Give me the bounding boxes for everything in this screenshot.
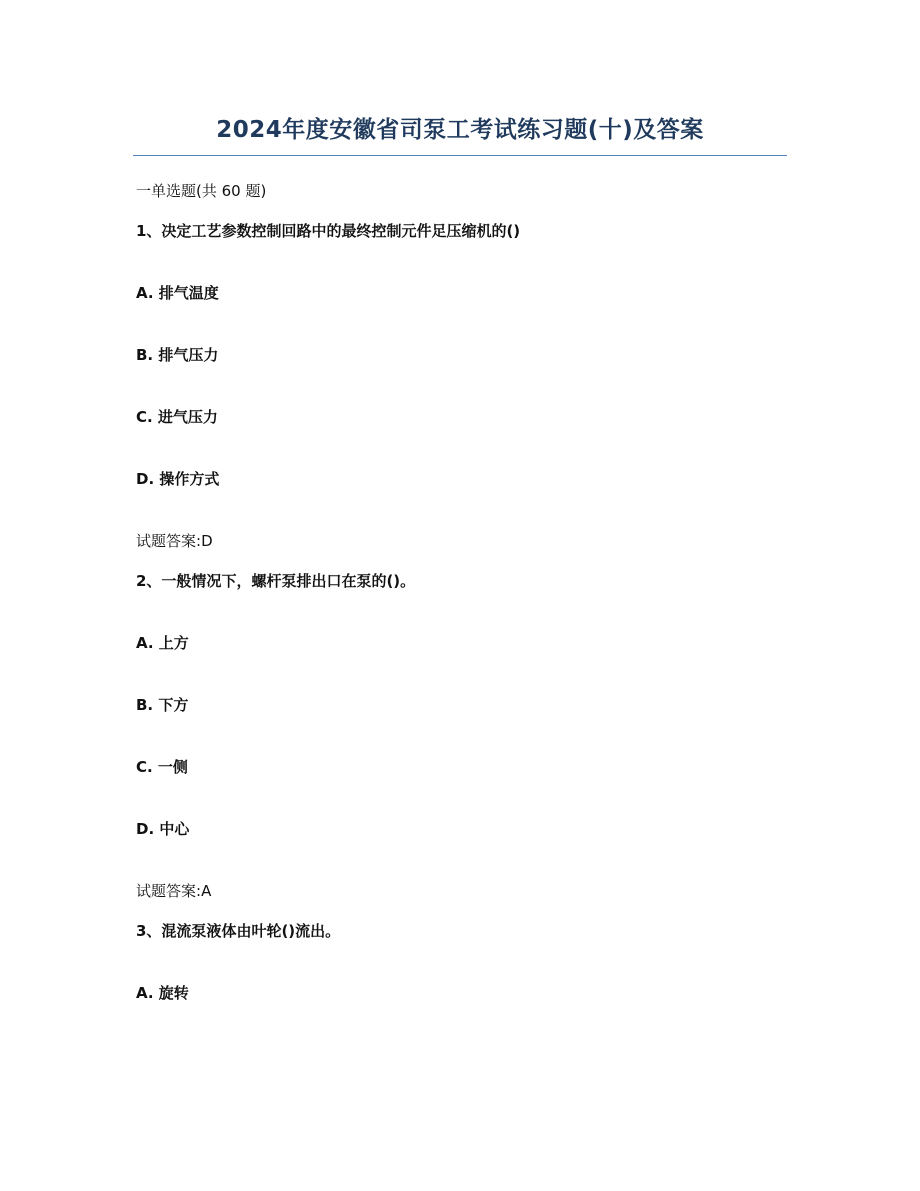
question-option: C. 一侧 [136, 758, 188, 776]
question-option: D. 操作方式 [136, 470, 220, 488]
answer-line [136, 881, 211, 901]
section-heading: 一单选题(共 60 题) [136, 182, 267, 200]
answer-label: 试题答案: [136, 532, 202, 550]
question-stem: 3、混流泵液体由叶轮()流出。 [136, 922, 341, 940]
question-option: A. 上方 [136, 634, 189, 652]
question-option: C. 进气压力 [136, 408, 218, 426]
answer-value: A [201, 882, 212, 900]
question-stem: 1、决定工艺参数控制回路中的最终控制元件足压缩机的() [136, 222, 521, 240]
question-option: B. 下方 [136, 696, 189, 714]
title-divider [133, 155, 787, 156]
question-option: A. 排气温度 [136, 284, 219, 302]
answer-line [136, 531, 213, 551]
question-option: D. 中心 [136, 820, 190, 838]
page-title: 2024年度安徽省司泵工考试练习题(十)及答案 [216, 117, 704, 143]
answer-label: 试题答案: [136, 882, 202, 900]
question-option: B. 排气压力 [136, 346, 219, 364]
answer-value: D [201, 532, 213, 550]
question-option: A. 旋转 [136, 984, 189, 1002]
question-stem: 2、一般情况下，螺杆泵排出口在泵的()。 [136, 572, 416, 590]
